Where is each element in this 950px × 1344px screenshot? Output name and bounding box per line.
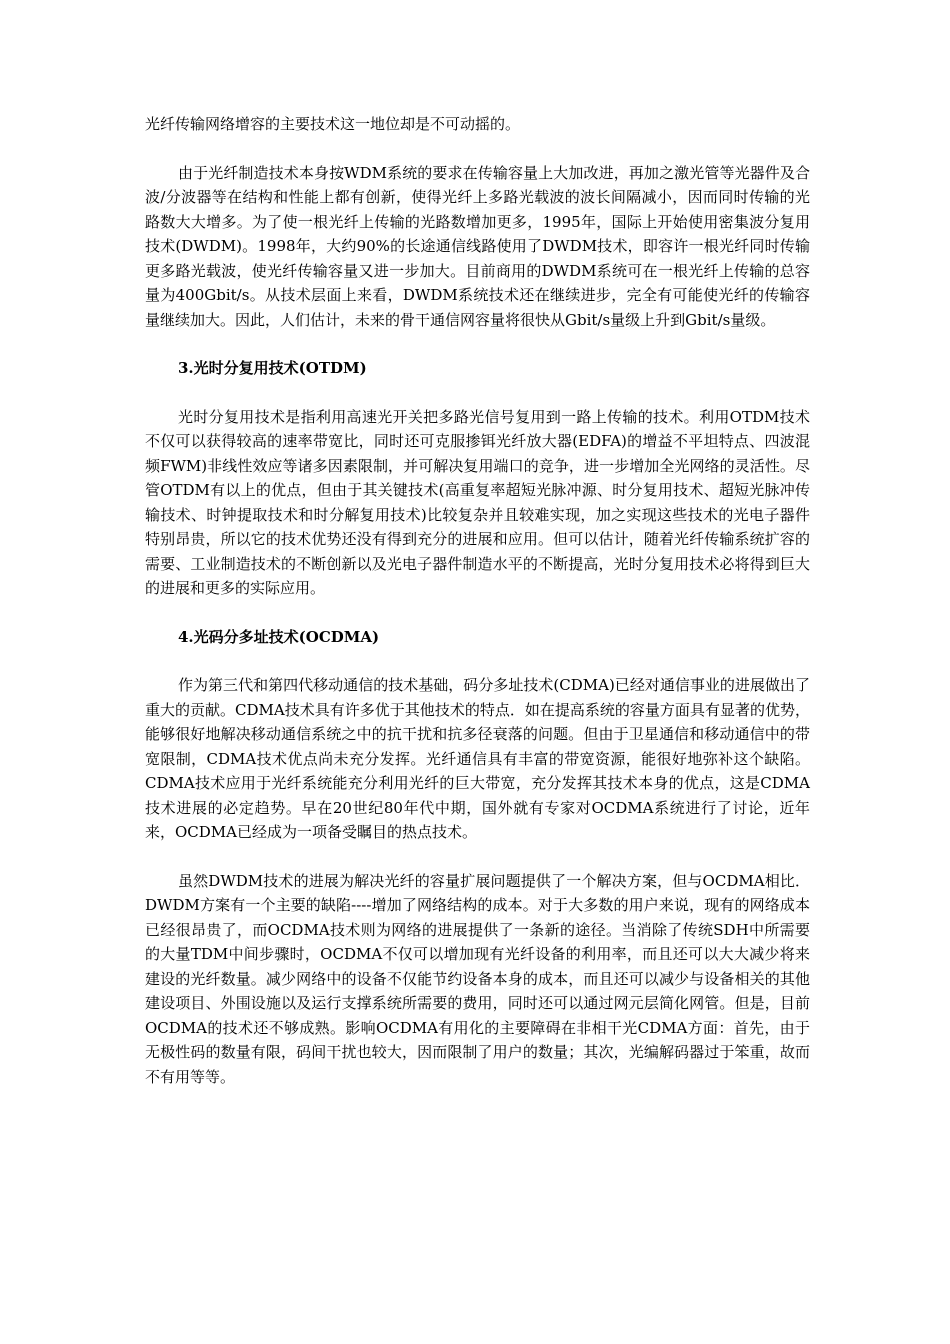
paragraph-cdma: 作为第三代和第四代移动通信的技术基础，码分多址技术(CDMA)已经对通信事业的进展做出了重大的贡献。CDMA技术具有许多优于其他技术的特点．如在提高系统的容量方面具有显著的优势，能够很好地解决移动通信系统之中的抗干扰和抗多径衰落的问题。但由于卫星通信和移动通信中的带宽限制，CDMA技术优点尚未充分发挥。光纤通信具有丰富的带宽资源，能很好地弥补这个缺陷。CDMA技术应用于光纤系统能充分利用光纤的巨大带宽，充分发挥其技术本身的优点，这是CDMA技术进展的必定趋势。早在20世纪80年代中期，国外就有专家对OCDMA系统进行了讨论，近年来，OCDMA已经成为一项备受瞩目的热点技术。 — [145, 676, 810, 841]
paragraph-ocdma-comparison: 虽然DWDM技术的进展为解决光纤的容量扩展问题提供了一个解决方案，但与OCDMA相比．DWDM方案有一个主要的缺陷----增加了网络结构的成本。对于大多数的用户来说，现有的网络成本已经很昂贵了，而OCDMA技术则为网络的进展提供了一条新的途径。当消除了传统SDH中所需要的大量TDM中间步骤时，OCDMA不仅可以增加现有光纤设备的利用率，而且还可以大大减少将来建设的光纤数量。减少网络中的设备不仅能节约设备本身的成本，而且还可以减少与设备相关的其他建设项目、外围设施以及运行支撑系统所需要的费用，同时还可以通过网元层简化网管。但是，目前OCDMA的技术还不够成熟。影响OCDMA有用化的主要障碍在非相干光CDMA方面：首先，由于无极性码的数量有限，码间干扰也较大，因而限制了用户的数量；其次，光编解码器过于笨重，故而不有用等等。 — [145, 871, 810, 1086]
paragraph-continuation: 光纤传输网络增容的主要技术这一地位却是不可动摇的。 — [145, 115, 521, 133]
section-heading-otdm: 3.光时分复用技术(OTDM) — [178, 359, 367, 377]
paragraph-dwdm: 由于光纤制造技术本身按WDM系统的要求在传输容量上大加改进，再加之激光管等光器件及合波/分波器等在结构和性能上都有创新，使得光纤上多路光载波的波长间隔减小，因而同时传输的光路数大大增多。为了使一根光纤上传输的光路数增加更多，1995年，国际上开始使用密集波分复用技术(DWDM)。1998年，大约90%的长途通信线路使用了DWDM技术，即容许一根光纤同时传输更多路光载波，使光纤传输容量又进一步加大。目前商用的DWDM系统可在一根光纤上传输的总容量为400Gbit/s。从技术层面上来看，DWDM系统技术还在继续进步，完全有可能使光纤的传输容量继续加大。因此，人们估计，未来的骨干通信网容量将很快从Gbit/s量级上升到Gbit/s量级。 — [145, 163, 810, 329]
paragraph-otdm: 光时分复用技术是指利用高速光开关把多路光信号复用到一路上传输的技术。利用OTDM技术不仅可以获得较高的速率带宽比，同时还可克服掺铒光纤放大器(EDFA)的增益不平坦特点、四波混频FWM)非线性效应等诸多因素限制，并可解决复用端口的竞争，进一步增加全光网络的灵活性。尽管OTDM有以上的优点，但由于其关键技术(高重复率超短光脉冲源、时分复用技术、超短光脉冲传输技术、时钟提取技术和时分解复用技术)比较复杂并且较难实现，加之实现这些技术的光电子器件特别昂贵，所以它的技术优势还没有得到充分的进展和应用。但可以估计，随着光纤传输系统扩容的需要、工业制造技术的不断创新以及光电子器件制造水平的不断提高，光时分复用技术必将得到巨大的进展和更多的实际应用。 — [145, 407, 810, 597]
document-page — [145, 112, 810, 1089]
section-heading-ocdma: 4.光码分多址技术(OCDMA) — [178, 627, 380, 646]
